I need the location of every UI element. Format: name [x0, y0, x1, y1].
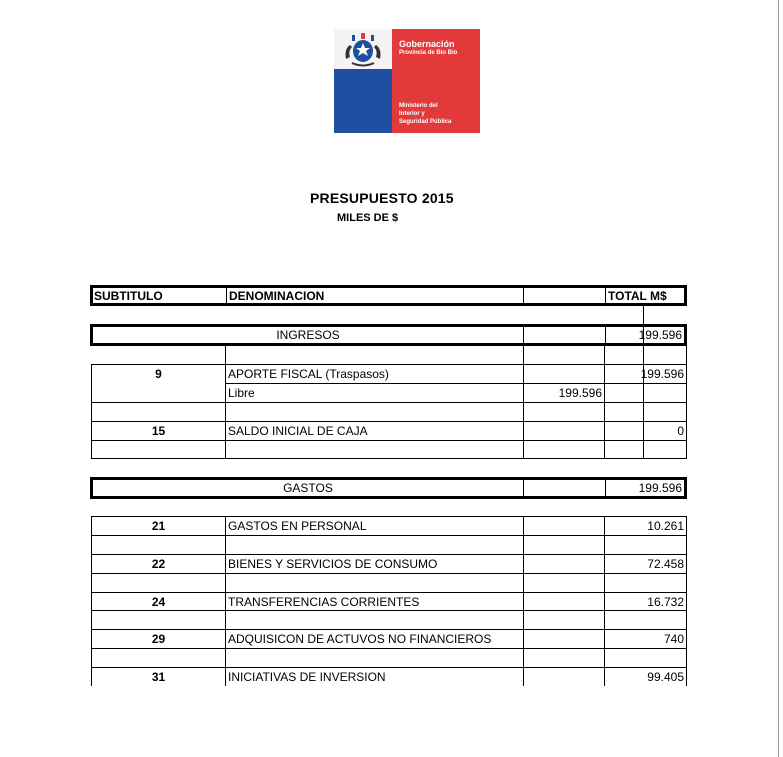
gastos-label: GASTOS: [283, 481, 333, 495]
ingresos-label: INGRESOS: [276, 328, 340, 342]
row-code: 9: [155, 367, 162, 381]
header-denominacion: DENOMINACION: [229, 288, 325, 303]
row-name: GASTOS EN PERSONAL: [228, 519, 367, 533]
row-total: 72.458: [647, 557, 684, 571]
row-name: INICIATIVAS DE INVERSION: [228, 670, 386, 684]
row-total: 16.732: [647, 594, 684, 609]
row-total: 10.261: [647, 519, 684, 533]
document-title: PRESUPUESTO 2015: [310, 190, 454, 206]
ingresos-total: 199.596: [638, 328, 682, 342]
row-name: APORTE FISCAL (Traspasos): [228, 367, 389, 381]
row-total: 199.596: [640, 367, 684, 381]
row-name: Libre: [228, 386, 255, 400]
logo-provincia-text: Provincia de Bío Bío: [399, 50, 458, 56]
row-code: 31: [151, 670, 166, 684]
document-subtitle: MILES DE $: [337, 212, 399, 224]
row-code: 24: [151, 594, 166, 609]
row-code: 29: [151, 632, 166, 646]
header-subtitulo: SUBTITULO: [94, 288, 163, 303]
row-total: 740: [663, 632, 684, 646]
row-code: 22: [151, 557, 166, 571]
gastos-total: 199.596: [638, 481, 682, 495]
row-name: ADQUISICON DE ACTUVOS NO FINANCIEROS: [228, 632, 492, 646]
row-code: 15: [151, 424, 166, 438]
row-name: BIENES Y SERVICIOS DE CONSUMO: [228, 557, 438, 571]
row-subtotal: 199.596: [558, 386, 602, 400]
row-name: SALDO INICIAL DE CAJA: [228, 424, 368, 438]
logo-gobernacion-text: Gobernación: [399, 39, 455, 49]
row-code: 21: [151, 519, 166, 533]
row-name: TRANSFERENCIAS CORRIENTES: [228, 594, 420, 609]
row-total: 99.405: [647, 670, 684, 684]
logo-ministry-text: Ministerio del Interior y Seguridad Pública: [399, 103, 452, 125]
row-total: 0: [677, 424, 684, 438]
header-total: TOTAL M$: [608, 288, 667, 303]
